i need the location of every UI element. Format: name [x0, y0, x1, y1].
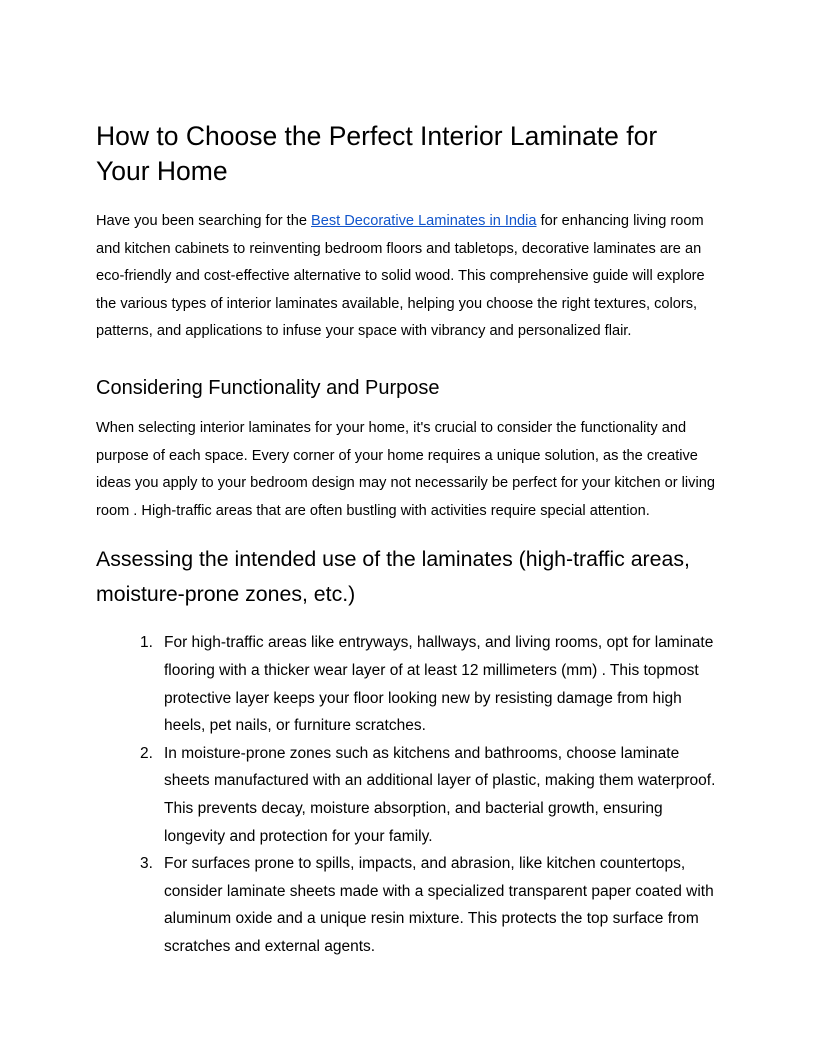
list-item [96, 850, 722, 960]
best-decorative-laminates-link[interactable]: Best Decorative Laminates in India [311, 213, 537, 229]
intro-text-start: Have you been searching for the [96, 213, 311, 229]
list-item-number: 1. [140, 634, 153, 652]
list-item [96, 629, 722, 739]
intro-paragraph [96, 208, 722, 346]
intended-use-list [96, 629, 722, 960]
functionality-paragraph: When selecting interior laminates for your home, it's crucial to consider the functionality and purpose of each space. Every corner of your home requires a unique solution, as the creative ideas you apply to your bedroom design may not necessarily be perfect for your kitchen or living room . High-traffic areas that are often bustling with activities require special attention. [96, 419, 715, 519]
list-item-text: For high-traffic areas like entryways, hallways, and living rooms, opt for laminate flooring with a thicker wear layer of at least 12 millimeters (mm) . This topmost protective layer keeps your floor looking new by resisting damage from high heels, pet nails, or furniture scratches. [164, 634, 714, 735]
section-heading-intended-use: Assessing the intended use of the laminates (high-traffic areas, moisture-prone zones, etc.) [96, 547, 690, 607]
list-item-text: In moisture-prone zones such as kitchens and bathrooms, choose laminate sheets manufactured with an additional layer of plastic, making them waterproof. This prevents decay, moisture absorption, and bacterial growth, ensuring longevity and protection for your family. [164, 744, 716, 845]
document-page [96, 119, 722, 960]
list-item-text: For surfaces prone to spills, impacts, and abrasion, like kitchen countertops, consider laminate sheets made with a specialized transparent paper coated with aluminum oxide and a unique resin mixture. This protects the top surface from scratches and external agents. [164, 855, 714, 955]
list-item-number: 2. [140, 744, 153, 762]
intro-text-end: for enhancing living room and kitchen cabinets to reinventing bedroom floors and tabletops, decorative laminates are an eco-friendly and cost-effective alternative to solid wood. This comprehensive guide will explore the various types of interior laminates available, helping you choose the right textures, colors, patterns, and applications to infuse your space with vibrancy and personalized flair. [96, 213, 705, 340]
list-item-number: 3. [140, 855, 153, 873]
list-item [96, 740, 722, 850]
document-title: How to Choose the Perfect Interior Laminate for Your Home [96, 121, 658, 186]
section-heading-functionality: Considering Functionality and Purpose [96, 376, 440, 399]
